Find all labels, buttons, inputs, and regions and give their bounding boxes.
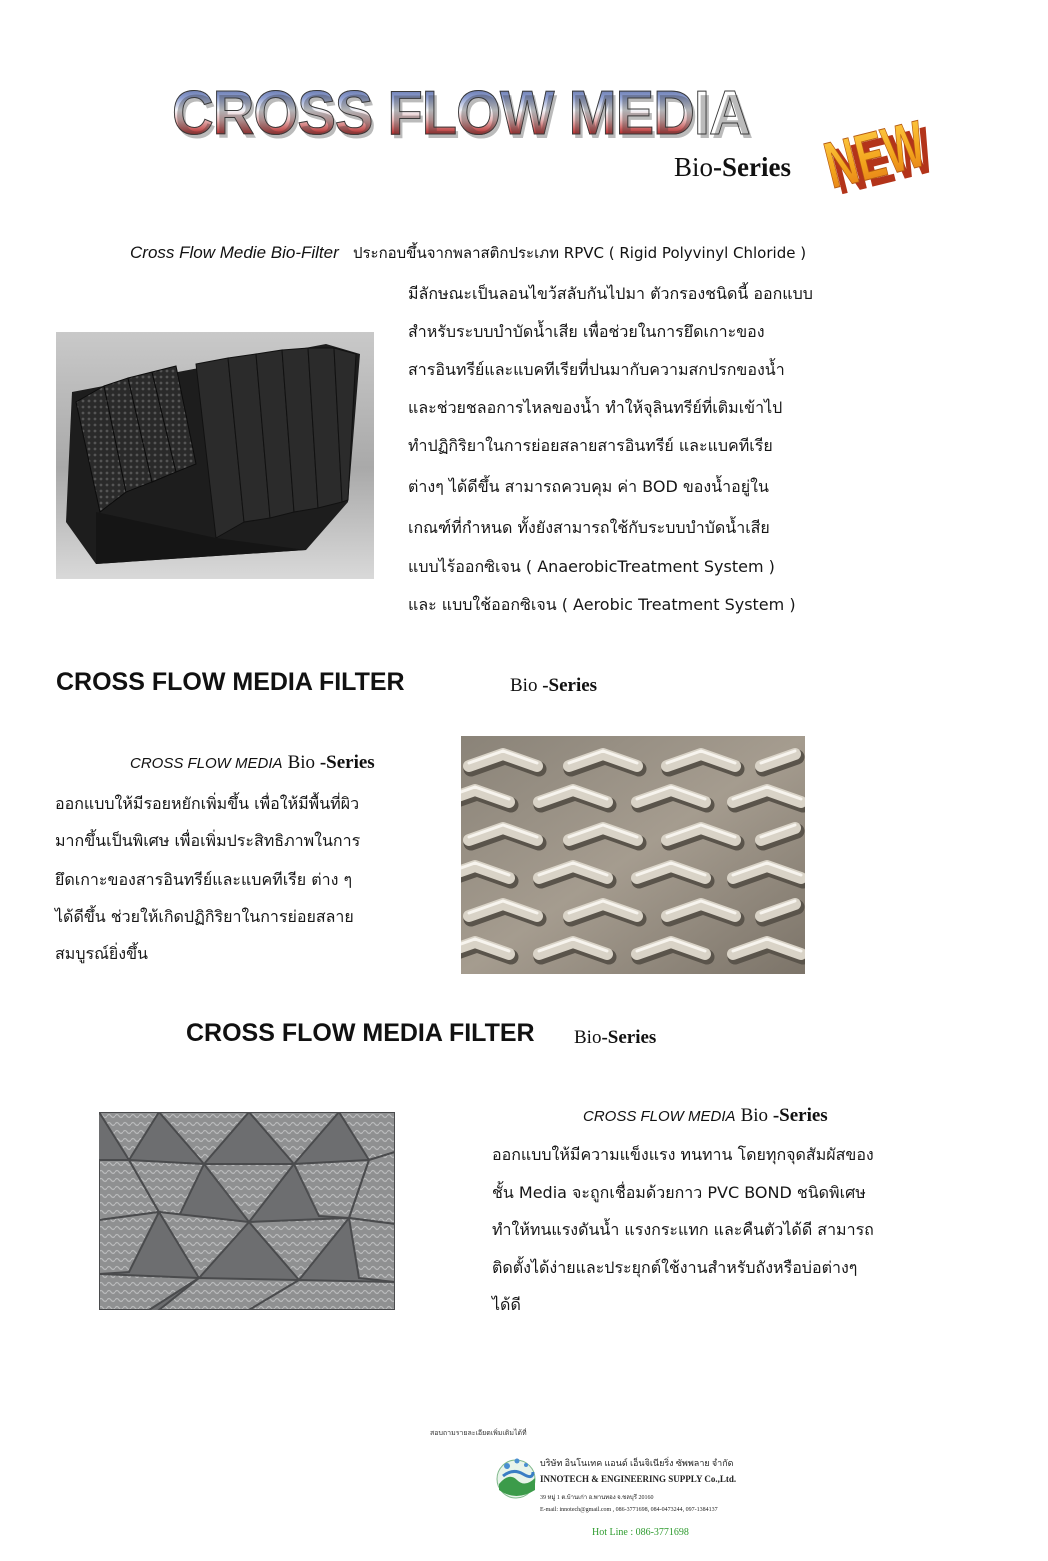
intro-line: มีลักษณะเป็นลอนไขว้สลับกันไปมา ตัวกรองชนิดนี้ ออกแบบ [408, 284, 813, 303]
intro-lead [130, 241, 806, 265]
series-suffix: -Series [542, 675, 598, 696]
header-series-label [674, 152, 791, 183]
section3-label [583, 1105, 828, 1127]
section2-line: สมบูรณ์ยิ่งขึ้น [55, 944, 148, 963]
section2-label-series [288, 752, 375, 773]
series-prefix: Bio [740, 1105, 773, 1126]
company-contact: E-mail: innotech@gmail.com , 086-3771698, 084-0473244, 097-1384137 [540, 1507, 718, 1513]
section2-label [130, 752, 375, 774]
svg-text:NEW: NEW [825, 99, 932, 204]
section3-heading: CROSS FLOW MEDIA FILTER [186, 1019, 535, 1047]
section3-line: ออกแบบให้มีความแข็งแรง ทนทาน โดยทุกจุดสัมผัสของ [492, 1145, 874, 1164]
section2-label-text: CROSS FLOW MEDIA [130, 755, 283, 772]
intro-line: สำหรับระบบบำบัดน้ำเสีย เพื่อช่วยในการยึดเกาะของ [408, 322, 765, 341]
hotline: Hot Line : 086-3771698 [592, 1527, 689, 1538]
media-honeycomb-photo [99, 1112, 395, 1310]
section2-line: ได้ดีขึ้น ช่วยให้เกิดปฏิกิริยาในการย่อยสลาย [55, 907, 354, 926]
intro-line: และ แบบใช้ออกซิเจน ( Aerobic Treatment System ) [408, 595, 796, 614]
company-name-th: บริษัท อินโนเทค แอนด์ เอ็นจิเนียริ่ง ซัพพลาย จำกัด [540, 1458, 734, 1468]
series-suffix: -Series [713, 152, 791, 182]
intro-line: สารอินทรีย์และแบคทีเรียที่ปนมากับความสกปรกของน้ำ [408, 360, 785, 379]
section3-line: ได้ดี [492, 1295, 521, 1314]
intro-line: และช่วยชลอการไหลของน้ำ ทำให้จุลินทรีย์ที่เติมเข้าไป [408, 398, 783, 417]
section2-line: ยึดเกาะของสารอินทรีย์และแบคทีเรีย ต่าง ๆ [55, 870, 353, 889]
brand-logo-title: CROSS FLOW MEDIA [172, 79, 750, 148]
section3-line: ติดตั้งได้ง่ายและประยุกต์ใช้งานสำหรับถังหรือบ่อต่างๆ [492, 1258, 858, 1277]
intro-line: เกณฑ์ที่กำหนด ทั้งยังสามารถใช้กับระบบบำบัดน้ำเสีย [408, 518, 770, 537]
footer-note: สอบถามรายละเอียดเพิ่มเติมได้ที่ [430, 1429, 527, 1437]
section3-line: ทำให้ทนแรงดันน้ำ แรงกระแทก และคืนตัวได้ดี สามารถ [492, 1220, 874, 1239]
intro-line: ทำปฏิกิริยาในการย่อยสลายสารอินทรีย์ และแบคทีเรีย [408, 436, 773, 455]
intro-line: ต่างๆ ได้ดีขึ้น สามารถควบคุม ค่า BOD ของน้ำอยู่ใน [408, 477, 769, 496]
series-suffix: -Series [319, 752, 375, 773]
section3-series [574, 1027, 656, 1049]
section2-series [510, 675, 597, 697]
intro-lead-text: ประกอบขึ้นจากพลาสติกประเภท RPVC ( Rigid Polyvinyl Chloride ) [352, 244, 807, 262]
new-badge-text: NEW [817, 93, 932, 203]
section2-line: ออกแบบให้มีรอยหยักเพิ่มขึ้น เพื่อให้มีพื้นที่ผิว [55, 794, 360, 813]
series-prefix: Bio [574, 1027, 602, 1048]
section3-label-text: CROSS FLOW MEDIA [583, 1108, 736, 1125]
section2-line: มากขึ้นเป็นพิเศษ เพื่อเพิ่มประสิทธิภาพในการ [55, 831, 361, 850]
intro-line: แบบไร้ออกซิเจน ( AnaerobicTreatment System ) [408, 557, 775, 576]
company-address: 39 หมู่ 1 ต.บ้านเก่า อ.พานทอง จ.ชลบุรี 20160 [540, 1495, 654, 1501]
media-block-photo [56, 332, 374, 579]
section3-line: ชั้น Media จะถูกเชื่อมด้วยกาว PVC BOND ชนิดพิเศษ [492, 1183, 866, 1202]
new-badge-graphic [806, 66, 932, 204]
series-prefix: Bio [674, 152, 714, 182]
series-suffix: -Series [772, 1105, 828, 1126]
section3-label-series [741, 1105, 828, 1126]
media-surface-closeup-photo [461, 736, 805, 974]
new-badge [806, 66, 932, 204]
company-logo-icon [495, 1454, 537, 1500]
company-name-en: INNOTECH & ENGINEERING SUPPLY Co.,Ltd. [540, 1474, 737, 1484]
series-suffix: -Series [601, 1027, 657, 1048]
series-prefix: Bio [510, 675, 543, 696]
series-prefix: Bio [287, 752, 320, 773]
section2-heading: CROSS FLOW MEDIA FILTER [56, 668, 405, 696]
intro-lead-label: Cross Flow Medie Bio-Filter [130, 243, 339, 262]
